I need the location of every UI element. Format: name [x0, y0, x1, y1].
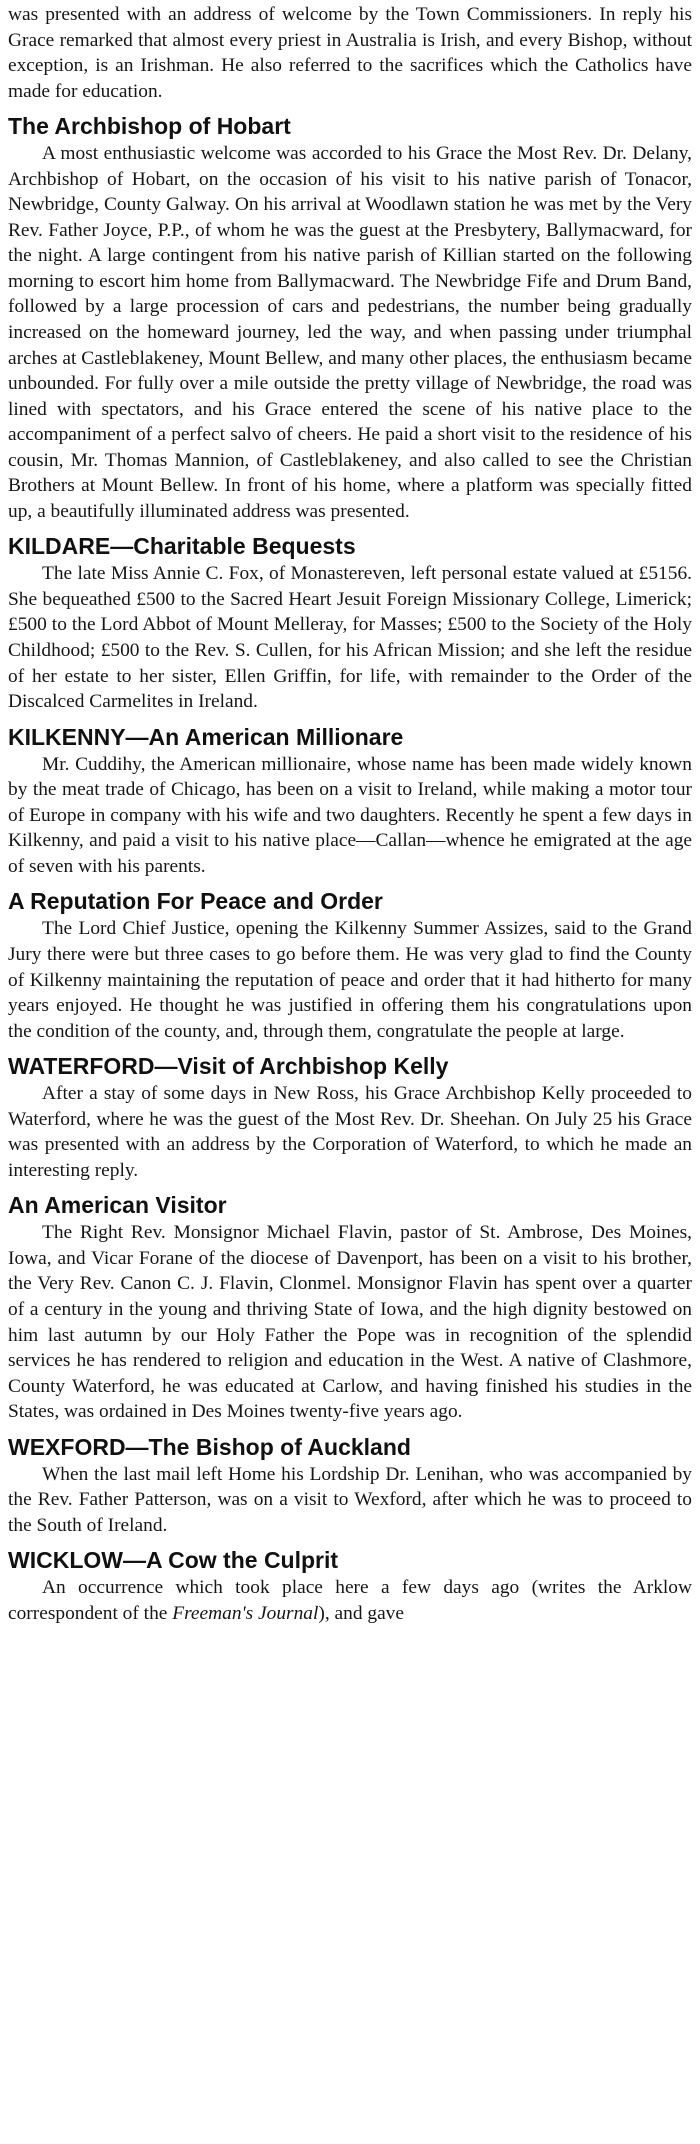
section-wexford-bishop-of-auckland	[8, 1433, 692, 1539]
section-heading: KILDARE—Charitable Bequests	[8, 533, 356, 560]
section-body: After a stay of some days in New Ross, his Grace Archbishop Kelly proceeded to Waterford, where he was the guest of the Most Rev. Dr. Sheehan. On July 25 his Grace was presented with an address by the Corporation of Waterford, to which he made an interesting reply.	[8, 1083, 692, 1181]
section-heading: KILKENNY—An American Millionare	[8, 723, 404, 750]
section-heading: An American Visitor	[8, 1192, 227, 1219]
lead-paragraph: was presented with an address of welcome by the Town Commissioners. In reply his Grace remarked that almost every priest in Australia is Irish, and every Bishop, without exception, is an Irishman. He also referred to the sacrifices which the Catholics have made for education.	[8, 4, 692, 102]
section-heading: WICKLOW—A Cow the Culprit	[8, 1547, 339, 1574]
section-body: Mr. Cuddihy, the American millionaire, whose name has been made widely known by the meat trade of Chicago, has been on a visit to Ireland, while making a motor tour of Europe in company with his wife and two daughters. Recently he spent a few days in Kilkenny, and paid a visit to his native place—Callan—whence he emigrated at the age of seven with his parents.	[8, 753, 692, 877]
section-body: When the last mail left Home his Lordship Dr. Lenihan, who was accompanied by the Rev. Father Patterson, was on a visit to Wexford, after which he was to proceed to the South of Ireland.	[8, 1463, 692, 1536]
section-kilkenny-american-millionare	[8, 723, 692, 880]
section-body-text-after: ), and gave	[318, 1602, 404, 1624]
section-waterford-archbishop-kelly	[8, 1052, 692, 1183]
section-kildare-charitable-bequests	[8, 532, 692, 714]
section-american-visitor	[8, 1191, 692, 1424]
section-heading: WATERFORD—Visit of Archbishop Kelly	[8, 1053, 449, 1080]
section-body: The Right Rev. Monsignor Michael Flavin, pastor of St. Ambrose, Des Moines, Iowa, and Vicar Forane of the diocese of Davenport, has been on a visit to his brother, the Very Rev. Canon C. J. Flavin, Clonmel. Monsignor Flavin has spent over a quarter of a century in the young and thriving State of Iowa, and the high dignity bestowed on him last autumn by our Holy Father the Pope was in recognition of the splendid services he has rendered to religion and education in the West. A native of Clashmore, County Waterford, he was educated at Carlow, and having finished his studies in the States, was ordained in Des Moines twenty-five years ago.	[8, 1222, 692, 1423]
section-heading: The Archbishop of Hobart	[8, 113, 291, 140]
section-body-text-before: An occurrence which took place here a few days ago (writes the Arklow correspondent of the	[8, 1577, 692, 1624]
section-heading: WEXFORD—The Bishop of Auckland	[8, 1433, 411, 1460]
section-reputation-for-peace-and-order	[8, 887, 692, 1044]
section-body	[8, 1575, 692, 1626]
section-heading: A Reputation For Peace and Order	[8, 888, 383, 915]
section-wicklow-cow-the-culprit	[8, 1546, 692, 1626]
newspaper-title: Freeman's Journal	[172, 1602, 319, 1624]
section-archbishop-of-hobart	[8, 112, 692, 524]
section-body: A most enthusiastic welcome was accorded to his Grace the Most Rev. Dr. Delany, Archbishop of Hobart, on the occasion of his visit to his native parish of Tonacor, Newbridge, County Galway. On his arrival at Woodlawn station he was met by the Very Rev. Father Joyce, P.P., of whom he was the guest at the Presbytery, Ballymacward, for the night. A large contingent from his native parish of Killian started on the following morning to escort him home from Ballymacward. The Newbridge Fife and Drum Band, followed by a large procession of cars and pedestrians, the number being gradually increased on the homeward journey, led the way, and when passing under triumphal arches at Castleblakeney, Mount Bellew, and many other places, the enthusiasm became unbounded. For fully over a mile outside the pretty village of Newbridge, the road was lined with spectators, and his Grace entered the scene of his native place to the accompaniment of a perfect salvo of cheers. He paid a short visit to the residence of his cousin, Mr. Thomas Mannion, of Castleblakeney, and also called to see the Christian Brothers at Mount Bellew. In front of his home, where a platform was specially fitted up, a beautifully illuminated address was presented.	[8, 143, 692, 522]
section-body: The Lord Chief Justice, opening the Kilkenny Summer Assizes, said to the Grand Jury there were but three cases to go before them. He was very glad to find the County of Kilkenny maintaining the reputation of peace and order that it had hitherto for many years enjoyed. He thought he was justified in offering them his congratulations upon the condition of the county, and, through them, congratulate the people at large.	[8, 918, 692, 1042]
section-body: The late Miss Annie C. Fox, of Monastereven, left personal estate valued at £5156. She bequeathed £500 to the Sacred Heart Jesuit Foreign Missionary College, Limerick; £500 to the Lord Abbot of Mount Melleray, for Masses; £500 to the Society of the Holy Childhood; £500 to the Rev. S. Cullen, for his African Mission; and she left the residue of her estate to her sister, Ellen Griffin, for life, with remainder to the Order of the Discalced Carmelites in Ireland.	[8, 563, 692, 713]
